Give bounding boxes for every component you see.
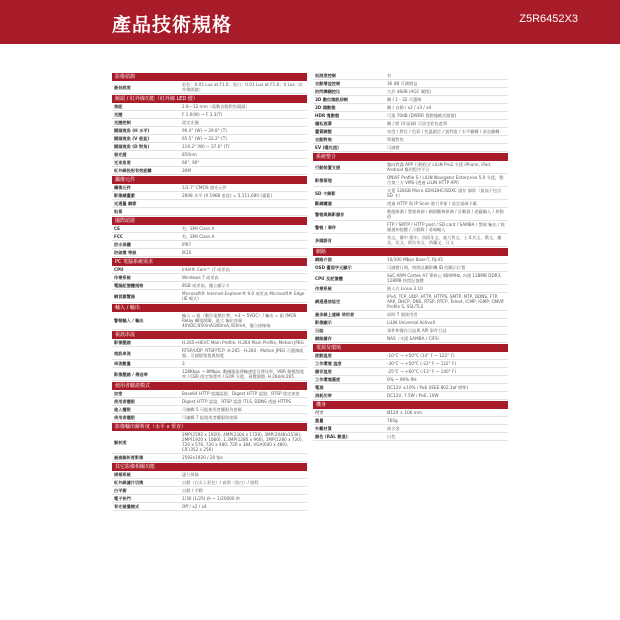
spec-value: 英文，繁中 簡中，西班牙文，義大利文，土耳其文，俄文，捷克，法文，阿拉伯文，荷蘭文，日文 bbox=[387, 235, 502, 245]
spec-value: 單鍵對焦 bbox=[387, 137, 404, 142]
spec-value: 自動 / 手動 bbox=[182, 488, 203, 493]
spec-label: 電腦記憶體規格 bbox=[114, 283, 144, 288]
spec-column-right bbox=[313, 72, 508, 441]
spec-value: 關 / 自動 / x2 / x3 / x4 bbox=[387, 105, 432, 110]
spec-value: 可編輯 7 組使用者權限與密碼 bbox=[182, 415, 238, 420]
spec-label: CE bbox=[114, 226, 120, 231]
section-header: PC 電腦系統需求 bbox=[112, 258, 307, 266]
spec-row bbox=[112, 406, 307, 414]
spec-value: DC12V ±10% / PoE (IEEE 802.3af 標準) bbox=[387, 385, 468, 390]
spec-value: 850nm bbox=[182, 152, 197, 157]
spec-value: RTSP/UDP, RTSP/TCP, H.265 · H.264 · Motion JPEG 可選擇組態，可調整頻寬與頻寬 bbox=[182, 348, 304, 358]
spec-row bbox=[313, 80, 508, 88]
spec-value: LILIN Universal ActiveX bbox=[387, 320, 436, 325]
spec-value: 逐行掃描 bbox=[182, 472, 199, 477]
spec-row bbox=[313, 174, 508, 187]
spec-label: 焦距 bbox=[114, 104, 123, 109]
spec-label: 啟動溫度 bbox=[315, 353, 332, 358]
spec-row bbox=[112, 503, 307, 511]
spec-row bbox=[112, 143, 307, 151]
spec-value: 白色 bbox=[387, 434, 396, 439]
spec-value: 60°, 90° bbox=[182, 160, 200, 165]
spec-label: 掃描系統 bbox=[114, 472, 131, 477]
spec-label: 光束角度 bbox=[114, 160, 131, 165]
spec-row bbox=[112, 151, 307, 159]
spec-row bbox=[112, 200, 307, 208]
spec-label: 電源 bbox=[315, 385, 324, 390]
spec-row bbox=[112, 127, 307, 135]
spec-row bbox=[112, 390, 307, 398]
spec-label: 影像壓縮 bbox=[114, 340, 131, 345]
spec-value: F 1.6(W) ~ F 3.3(T) bbox=[182, 112, 223, 117]
spec-row bbox=[112, 233, 307, 241]
spec-value: FTP / SMTP / HTTP post / SD card / SAMBA / 警報 輸出 / 推播通知提醒 / 示動錄 / 遠端輸入 bbox=[387, 222, 505, 232]
spec-label: 最高解析度影像 bbox=[114, 455, 144, 460]
spec-value: Microsoft® Internet Explorer® 9.0 或更高 Microsoft® Edge (IE 模式) bbox=[182, 291, 305, 301]
spec-row bbox=[112, 159, 307, 167]
spec-label: 3D 數位雜訊抑制 bbox=[315, 97, 348, 102]
section-header: 電源及環境 bbox=[313, 344, 508, 352]
spec-label: 儲存溫度 bbox=[315, 369, 332, 374]
section-header: 視訊串流 bbox=[112, 331, 307, 339]
spec-label: 鏡頭視角 (H 水平) bbox=[114, 128, 150, 133]
spec-value: DC12V, 7.5W / PoE, 10W bbox=[387, 393, 439, 398]
spec-row bbox=[112, 208, 307, 216]
spec-label: 鏡頭視角 (D 對角) bbox=[114, 144, 150, 149]
spec-label: 工作環境濕度 bbox=[315, 377, 341, 382]
spec-value: 彩色：0.05 Lux at F1.6；黑白：0.01 Lux at F1.6；0 Lux（紅外線開啟） bbox=[182, 82, 304, 92]
spec-label: 自動增益控制 bbox=[315, 81, 341, 86]
spec-row bbox=[112, 241, 307, 249]
spec-row bbox=[112, 103, 307, 111]
spec-value: 65.5° (W) ~ 22.2° (T) bbox=[182, 136, 227, 141]
spec-row bbox=[112, 111, 307, 119]
spec-row bbox=[112, 290, 307, 303]
spec-value: 關 / 1 - 32 可選擇 bbox=[387, 97, 422, 102]
spec-label: EV (曝光值) bbox=[315, 145, 339, 150]
spec-row bbox=[313, 200, 508, 208]
spec-label: 作業系統 bbox=[315, 286, 332, 291]
spec-value: 透過 HTTP 與 IP Scan 進行更新 / 設定遠端下載 bbox=[387, 201, 477, 206]
spec-value: 可編輯 5 可能使用者權限為密碼 bbox=[182, 407, 242, 412]
spec-value: 2608 水平 (X 1968 垂直) = 5,111,680 (畫素) bbox=[182, 193, 272, 198]
spec-label: 最低照度 bbox=[114, 84, 131, 90]
spec-row bbox=[112, 184, 307, 192]
spec-row bbox=[112, 192, 307, 200]
spec-label: CPU bbox=[114, 267, 124, 272]
spec-value: 2MP(2592 x 1920), 4MP(2304 x 1728), 3MP(2048x1536), 2MP(1920 x 1080), 1.3MP(1280 x 960), 1MP(1280 x 720), 720 x 576, 720 x 480, 720 x 384, VGA(640 x 480), CIF(352 x 256) bbox=[182, 432, 303, 452]
spec-label: FCC bbox=[114, 234, 124, 239]
spec-row bbox=[313, 120, 508, 128]
spec-value: 可調整日期，時間及攝影機 ID 的顯示位置 bbox=[387, 265, 466, 270]
spec-row bbox=[112, 119, 307, 127]
spec-row bbox=[313, 293, 508, 311]
spec-row bbox=[313, 264, 508, 272]
spec-value: Digest HTTP 認證，RTSP 認證 /TLS, DDNS 透過 HTTPS bbox=[182, 399, 292, 404]
spec-value: Windows 7 或更高 bbox=[182, 275, 219, 280]
section-header: 影像偵測 bbox=[112, 73, 307, 81]
spec-value: 支援 128GB Micro SD/SDHC/SDXC 儲存 錄影（最高不包含 SD 卡） bbox=[387, 188, 502, 198]
spec-row bbox=[313, 368, 508, 376]
spec-row bbox=[313, 136, 508, 144]
spec-row bbox=[313, 327, 508, 335]
spec-row bbox=[313, 285, 508, 293]
spec-label: 外觀材質 bbox=[315, 426, 332, 431]
spec-value: 1/30 (1/25) 秒 ~ 1/20000 秒 bbox=[182, 496, 241, 501]
spec-value: 鋁合金 bbox=[387, 426, 400, 431]
spec-label: 使用者權限 bbox=[114, 415, 135, 420]
spec-value: 事件和操作日誌與 API 事件日誌 bbox=[387, 328, 447, 333]
spec-row bbox=[112, 339, 307, 347]
spec-label: 光圈控制 bbox=[114, 120, 131, 125]
spec-label: 電子快門 bbox=[114, 496, 131, 501]
spec-row bbox=[313, 376, 508, 384]
spec-label: 警報與錄影儲存 bbox=[315, 211, 345, 217]
spec-label: 解析度 bbox=[114, 439, 127, 445]
spec-label: 警報輸入 / 輸出 bbox=[114, 318, 144, 323]
spec-value: -25°C ~ +60°C (-13° F ~ 140° F) bbox=[387, 369, 457, 374]
spec-row bbox=[313, 161, 508, 174]
spec-value: NAS（支援 SAMBA / CIFS） bbox=[387, 336, 442, 341]
spec-label: 最多線上連線 使用者 bbox=[315, 312, 355, 317]
spec-label: 影像顯示 bbox=[315, 320, 332, 325]
spec-value: IP67 bbox=[182, 242, 192, 247]
spec-value: 0% ~ 90% RH bbox=[387, 377, 417, 382]
spec-value: 自動（白天 | 彩色）/ 夜間（黑白）/ 排程 bbox=[182, 480, 259, 485]
spec-value: 雙向對講 APP 行動程式 LILIN Pro2 支援 iPhone, iPad, Android 應用程序平台 bbox=[387, 162, 492, 172]
spec-label: HDR 寬動態 bbox=[315, 113, 340, 118]
spec-label: 警報 / 事件 bbox=[315, 224, 337, 230]
spec-row bbox=[112, 454, 307, 462]
spec-label: 影像總畫素 bbox=[114, 193, 135, 198]
spec-row bbox=[112, 347, 307, 360]
spec-value: SoC ARM Cortex A7 單核心 800MHz, 內建 128MB DDR3, 128MB 快閃記憶體 bbox=[387, 273, 502, 283]
spec-label: 重量 bbox=[315, 418, 324, 423]
spec-label: 進入權限 bbox=[114, 407, 131, 412]
spec-row bbox=[313, 88, 508, 96]
spec-row bbox=[112, 167, 307, 175]
spec-label: 加密 bbox=[114, 391, 123, 396]
spec-value: IPv4, TCP, UDP, HTTP, HTTPS, SMTP, NTP, DDNS, FTP, ARP, DHCP, DNS, RTSP, RTCP, Telnet, ICMP, IGMP, ONVIF Profile S, SSL/TLS bbox=[387, 294, 505, 309]
spec-value: 嵌入式 Linux 3.10 bbox=[387, 286, 423, 291]
spec-label: OSD 畫面字元顯示 bbox=[315, 265, 352, 270]
spec-value: 3 bbox=[182, 361, 185, 366]
spec-value: 10/100 Mbps Base-T, RJ-45 bbox=[387, 257, 443, 262]
spec-label: 視訊串流 bbox=[114, 350, 131, 356]
spec-value: -10°C ~ +50°C (14° F ~ 122° F) bbox=[387, 353, 455, 358]
spec-label: 使用者權限 bbox=[114, 399, 135, 404]
section-header: 機身 bbox=[313, 401, 508, 409]
spec-label: 作業系統 bbox=[114, 275, 131, 280]
spec-row bbox=[112, 312, 307, 330]
spec-row bbox=[112, 81, 307, 94]
spec-value: 760g bbox=[387, 418, 398, 423]
spec-label: 光圈 bbox=[114, 112, 123, 117]
spec-row bbox=[313, 104, 508, 112]
section-header: 系統整合 bbox=[313, 153, 508, 161]
spec-value: Base64 HTTP 協議認證，Digest HTTP 認證，RTSP 協定加密 bbox=[182, 391, 300, 396]
spec-label: 尺寸 bbox=[315, 410, 324, 415]
spec-row bbox=[313, 409, 508, 417]
spec-row bbox=[112, 368, 307, 381]
spec-value: ONVIF Profile S / LILIN Navigator Enterprise 5.0 支援，整合第三方 VMS (透過 LILIN HTTP API) bbox=[387, 175, 504, 185]
spec-value: 1/2.7" CMOS 感光元件 bbox=[182, 185, 227, 190]
spec-label: 低照度控制 bbox=[315, 73, 336, 78]
spec-value: Intel® Core™ i7 或更高 bbox=[182, 267, 230, 272]
spec-label: CPU 及記憶體 bbox=[315, 275, 343, 281]
spec-label: 網頁瀏覽器 bbox=[114, 293, 135, 299]
spec-value: 同時 7 個使用者 bbox=[387, 312, 418, 317]
spec-row bbox=[313, 144, 508, 152]
spec-value: 大於 48dB (AGC 關閉) bbox=[387, 89, 431, 94]
spec-label: 背光補償模式 bbox=[114, 504, 140, 509]
spec-label: 消耗功率 bbox=[315, 393, 332, 398]
spec-value: 119.2° (W) ~ 37.0° (T) bbox=[182, 144, 230, 149]
spec-value: H.265+HEVC Main Profile, H.264 Main Profile, Motion JPEG bbox=[182, 340, 304, 345]
spec-label: 發光燈 bbox=[114, 152, 127, 157]
spec-value: 亮度 / 對比 / 色彩 / 色溫鎖定 / 銳利度 / 水平翻轉 / 垂直翻轉 bbox=[387, 129, 500, 134]
spec-row bbox=[313, 187, 508, 200]
spec-label: 網路儲存 bbox=[315, 336, 332, 341]
spec-label: 自動對焦 bbox=[315, 137, 332, 142]
section-header: 影像輸出解析度（水平 x 垂直） bbox=[112, 423, 307, 431]
spec-row bbox=[112, 225, 307, 233]
spec-label: 日誌 bbox=[315, 328, 324, 333]
spec-value: 2592x1920 / 20 fps bbox=[182, 455, 223, 460]
spec-row bbox=[112, 282, 307, 290]
spec-label: 紅外線投射有效距離 bbox=[114, 168, 152, 173]
spec-value: 有，EMI Class A bbox=[182, 234, 215, 239]
spec-label: 網通通信協定 bbox=[315, 299, 341, 304]
spec-row bbox=[313, 425, 508, 433]
spec-row bbox=[313, 112, 508, 120]
spec-value: Ø120 × 106 mm bbox=[387, 410, 422, 415]
spec-row bbox=[313, 384, 508, 392]
spec-row bbox=[313, 360, 508, 368]
spec-value bbox=[180, 203, 307, 205]
section-header: 輸入 / 輸出 bbox=[112, 304, 307, 312]
spec-row bbox=[112, 266, 307, 274]
spec-label: 多國語言 bbox=[315, 237, 332, 243]
spec-row bbox=[112, 471, 307, 479]
spec-label: 防水保護 bbox=[114, 242, 131, 247]
spec-label: 網路介面 bbox=[315, 257, 332, 262]
spec-value: 36 dB 可調增益 bbox=[387, 81, 418, 86]
spec-label: 光通量 調節 bbox=[114, 201, 137, 206]
spec-row bbox=[313, 433, 508, 441]
spec-label: 鏡頭視角 (V 垂直) bbox=[114, 136, 150, 141]
spec-label: 影像管理 bbox=[315, 177, 332, 183]
spec-row bbox=[112, 274, 307, 282]
spec-row bbox=[313, 72, 508, 80]
spec-value: Off / x2 / x4 bbox=[182, 504, 207, 509]
spec-value: 可達 70dB (DWDR 寬動態模式開啟) bbox=[387, 113, 457, 118]
spec-row bbox=[313, 272, 508, 285]
spec-column-left bbox=[112, 72, 307, 511]
section-header: 網路 bbox=[313, 248, 508, 256]
spec-label: 顏色 (RAL 數值) bbox=[315, 434, 348, 439]
spec-label: 取景 bbox=[114, 209, 123, 214]
spec-value: 關 / 開 (4 區域) 可設定彩色遮罩 bbox=[387, 121, 448, 126]
spec-row bbox=[313, 319, 508, 327]
spec-label: 影像壓縮 / 傳送率 bbox=[114, 371, 148, 377]
spec-row bbox=[313, 128, 508, 136]
page-header bbox=[0, 0, 620, 44]
spec-row bbox=[112, 487, 307, 495]
spec-value bbox=[180, 211, 307, 213]
section-header: 其它影像相關功能 bbox=[112, 463, 307, 471]
spec-value: 有，EMI Class A bbox=[182, 226, 215, 231]
spec-row bbox=[313, 392, 508, 400]
spec-row bbox=[313, 221, 508, 234]
spec-row bbox=[313, 96, 508, 104]
spec-row bbox=[112, 249, 307, 257]
spec-label: 斷網續連 bbox=[315, 201, 332, 206]
spec-value: 固定光圈 bbox=[182, 120, 199, 125]
spec-row bbox=[112, 431, 307, 454]
spec-label: 攝像元件 bbox=[114, 185, 131, 190]
spec-row bbox=[112, 135, 307, 143]
spec-row bbox=[112, 479, 307, 487]
spec-value: 90.4° (W) ~ 29.8° (T) bbox=[182, 128, 227, 133]
spec-row bbox=[313, 352, 508, 360]
spec-label: 行動裝置支援 bbox=[315, 164, 341, 170]
spec-value: 有 bbox=[387, 73, 392, 78]
spec-row bbox=[112, 360, 307, 368]
section-header: 國際認證 bbox=[112, 217, 307, 225]
spec-value: 30M bbox=[182, 168, 191, 173]
section-header: 使用者驗證模式 bbox=[112, 382, 307, 390]
spec-value: IK10 bbox=[182, 250, 192, 255]
spec-label: 防閃爍調控比 bbox=[315, 89, 341, 94]
section-header: 鏡頭 / 紅外線功能（紅外線 LED 燈） bbox=[112, 95, 307, 103]
spec-value: 動態偵測 / 警報偵測 / 網路斷線偵測 / 計數器 / 遮蔽輸入 / 異動偵 bbox=[387, 209, 504, 219]
spec-row bbox=[313, 417, 508, 425]
spec-row bbox=[313, 311, 508, 319]
spec-label: 2D 雜動態 bbox=[315, 105, 336, 110]
spec-label: 隱私遮罩 bbox=[315, 121, 332, 126]
spec-row bbox=[313, 335, 508, 343]
spec-label: 串流數量 bbox=[114, 361, 131, 366]
page-title: 產品技術規格 bbox=[112, 14, 233, 36]
spec-value: 可調整 bbox=[387, 145, 400, 150]
spec-value: 8GB 或更高，獨立顯示卡 bbox=[182, 283, 230, 288]
spec-label: 工作環境 溫度 bbox=[315, 361, 342, 366]
spec-value: 2.8～12 mm（電動自動對焦鏡頭） bbox=[182, 104, 250, 109]
spec-label: 紅外線濾片切換 bbox=[114, 480, 144, 485]
section-header: 攝像元件 bbox=[112, 176, 307, 184]
spec-row bbox=[313, 234, 508, 247]
spec-row bbox=[313, 256, 508, 264]
spec-label: 白平衡 bbox=[114, 488, 127, 493]
spec-label: SD 卡錄影 bbox=[315, 190, 336, 196]
model-number: Z5R6452X3 bbox=[519, 13, 578, 25]
spec-row bbox=[112, 398, 307, 406]
spec-row bbox=[313, 208, 508, 221]
spec-value: 128Kbps ~ 8Mbps, 數據跟流傳輸速度及傳送率，VBR 動態頻寬率 / CBR 固定頻寬率 / GOP 支援，預覽調整, H.264/H.265 bbox=[182, 369, 305, 379]
spec-label: 防破壞 等級 bbox=[114, 250, 137, 255]
spec-value: 輸入 ⇨ 組（數位電壓位準，+3 ~ 5VDC）/ 輸出 ⇨ 組 (MOS Relay 繼電開關，最大 輸出容量 40VDC/450mA/300mA,450mA，獨立接線端 bbox=[182, 313, 297, 328]
spec-label: 畫質調整 bbox=[315, 129, 332, 134]
spec-row bbox=[112, 495, 307, 503]
spec-row bbox=[112, 414, 307, 422]
spec-value: -30°C ~ +50°C (-22° F ~ 122° F) bbox=[387, 361, 457, 366]
